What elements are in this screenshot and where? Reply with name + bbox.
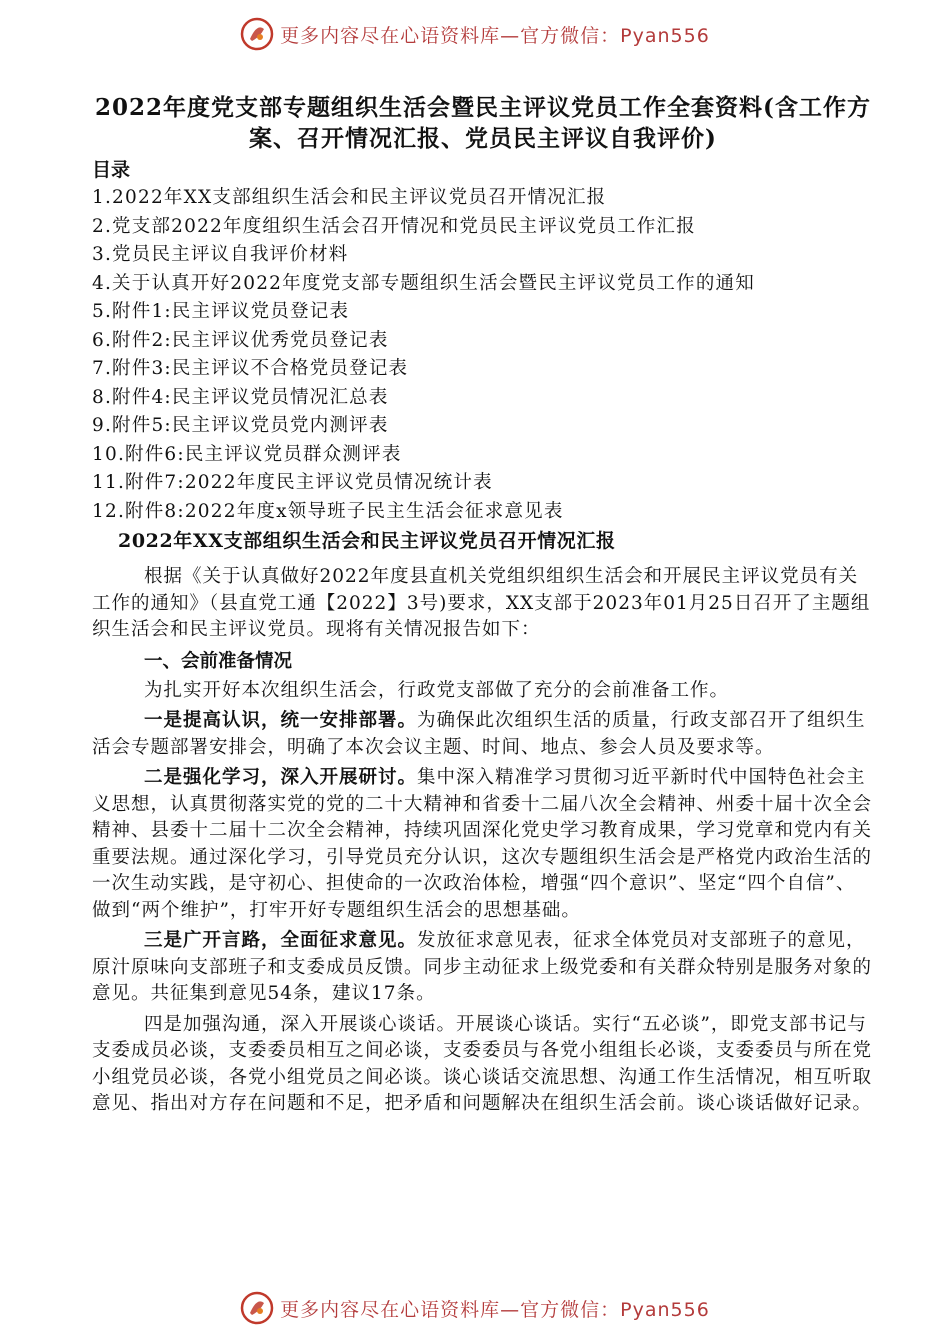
paragraph-two-body: 集中深入精准学习贯彻习近平新时代中国特色社会主义思想，认真贯彻落实党的党的二十大精神和省委十二届八次全会精神、州委十届十次全会精神、县委十二届十二次全会精神，持续巩固深化党史学习教育成果，学习党章和党内有关重要法规。通过深化学习，引导党员充分认识，这次专题组织生活会是严格党内政治生活的一次生动实践，是守初心、担使命的一次政治体检，增强“四个意识”、坚定“四个自信”、做到“两个维护”，打牢开好专题组织生活会的思想基础。 bbox=[92, 767, 873, 921]
toc-item: 12.附件8:2022年度x领导班子民主生活会征求意见表 bbox=[92, 500, 564, 522]
logo-icon bbox=[240, 1291, 274, 1325]
header-watermark bbox=[0, 14, 950, 54]
paragraph-one-lead: 一是提高认识，统一安排部署。 bbox=[144, 710, 418, 731]
toc-item: 5.附件1:民主评议党员登记表 bbox=[92, 301, 350, 322]
toc-heading: 目录 bbox=[92, 159, 131, 181]
table-of-contents bbox=[92, 184, 874, 526]
logo-icon bbox=[240, 17, 274, 51]
paragraph-two-lead: 二是强化学习，深入开展研讨。 bbox=[144, 767, 418, 788]
toc-item: 3.党员民主评议自我评价材料 bbox=[92, 244, 349, 265]
paragraph-three-lead: 三是广开言路，全面征求意见。 bbox=[144, 930, 418, 951]
paragraph-three-body: 发放征求意见表，征求全体党员对支部班子的意见，原汁原味向支部班子和支委成员反馈。同步主动征求上级党委和有关群众特别是服务对象的意见。共征集到意见54条，建议17条。 bbox=[92, 930, 873, 1004]
footer-watermark bbox=[0, 1288, 950, 1328]
toc-item: 8.附件4:民主评议党员情况汇总表 bbox=[92, 386, 389, 408]
document-title: 2022年度党支部专题组织生活会暨民主评议党员工作全套资料(含工作方案、召开情况汇报、党员民主评议自我评价) bbox=[95, 94, 871, 152]
toc-item: 2.党支部2022年度组织生活会召开情况和党员民主评议党员工作汇报 bbox=[92, 215, 696, 237]
toc-item: 4.关于认真开好2022年度党支部专题组织生活会暨民主评议党员工作的通知 bbox=[92, 272, 755, 294]
document-page bbox=[92, 92, 874, 1122]
section-title: 2022年XX支部组织生活会和民主评议党员召开情况汇报 bbox=[118, 530, 616, 552]
toc-item: 1.2022年XX支部组织生活会和民主评议党员召开情况汇报 bbox=[92, 187, 607, 208]
sub-heading: 一、会前准备情况 bbox=[144, 650, 293, 672]
watermark-text: 更多内容尽在心语资料库—官方微信：Pyan556 bbox=[280, 1298, 710, 1321]
paragraph-one-body: 为确保此次组织生活的质量，行政支部召开了组织生活会专题部署安排会，明确了本次会议主题、时间、地点、参会人员及要求等。 bbox=[92, 710, 866, 758]
paragraph-three bbox=[92, 928, 874, 1008]
toc-item: 7.附件3:民主评议不合格党员登记表 bbox=[92, 358, 409, 379]
paragraph-two bbox=[92, 765, 874, 924]
toc-item: 9.附件5:民主评议党员党内测评表 bbox=[92, 415, 389, 436]
toc-item: 11.附件7:2022年度民主评议党员情况统计表 bbox=[92, 472, 493, 493]
toc-item: 6.附件2:民主评议优秀党员登记表 bbox=[92, 329, 389, 351]
watermark-text: 更多内容尽在心语资料库—官方微信：Pyan556 bbox=[280, 24, 710, 47]
prep-paragraph: 为扎实开好本次组织生活会，行政党支部做了充分的会前准备工作。 bbox=[144, 679, 730, 701]
intro-paragraph: 根据《关于认真做好2022年度县直机关党组织组织生活会和开展民主评议党员有关工作的通知》（县直党工通【2022】3号)要求，XX支部于2023年01月25日召开了主题组织生活会和民主评议党员。现将有关情况报告如下： bbox=[92, 566, 871, 640]
paragraph-four: 四是加强沟通，深入开展谈心谈话。开展谈心谈话。实行“五必谈”，即党支部书记与支委成员必谈，支委委员相互之间必谈，支委委员与各党小组组长必谈，支委委员与所在党小组党员必谈，各党小组党员之间必谈。谈心谈话交流思想、沟通工作生活情况，相互听取意见、指出对方存在问题和不足，把矛盾和问题解决在组织生活会前。谈心谈话做好记录。 bbox=[92, 1013, 873, 1114]
toc-item: 10.附件6:民主评议党员群众测评表 bbox=[92, 443, 402, 465]
paragraph-one bbox=[92, 708, 874, 761]
